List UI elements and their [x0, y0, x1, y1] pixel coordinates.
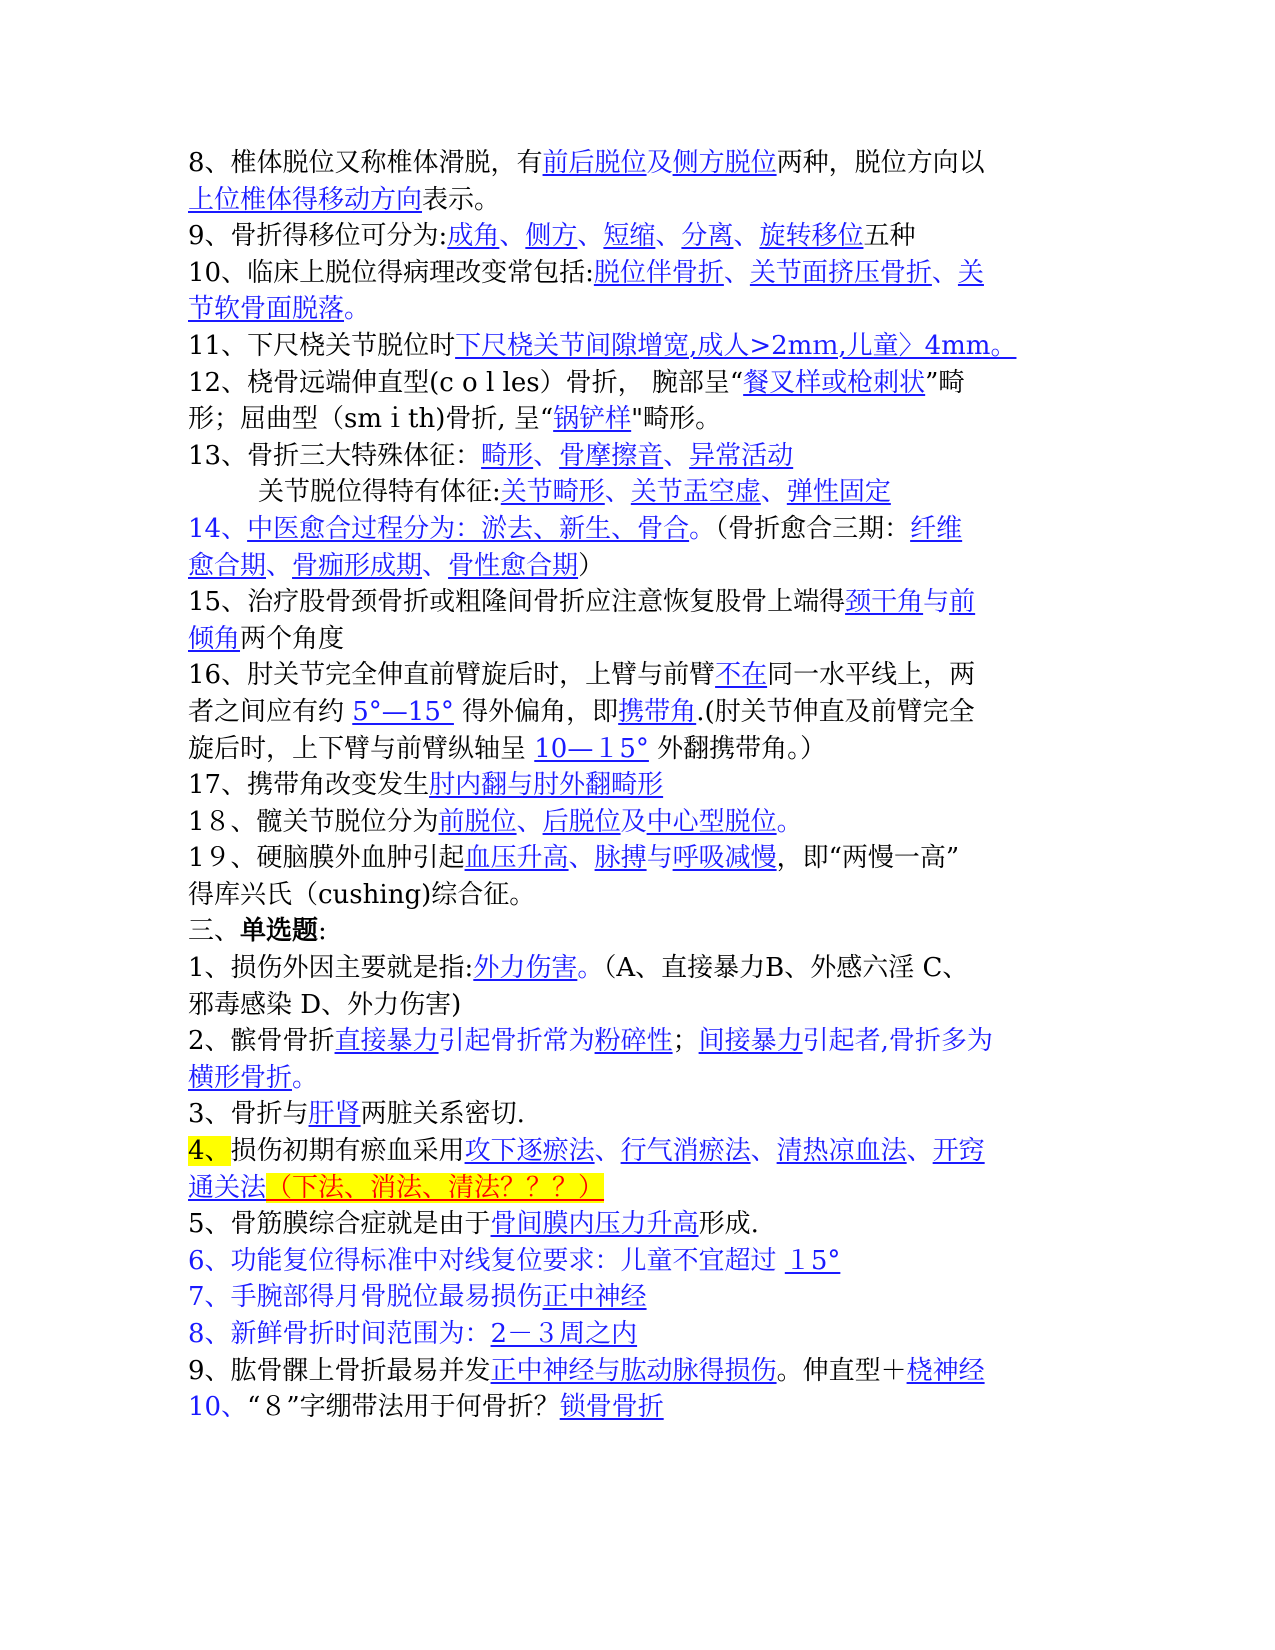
text-line [188, 694, 1115, 731]
underlined-answer: 桡神经 [906, 1355, 985, 1386]
underlined-answer: 携带角 [618, 696, 697, 727]
text-run: 与 [646, 843, 673, 874]
text-run: 形成. [698, 1209, 759, 1240]
text-run: : [318, 916, 327, 947]
text-run: 10、临床上脱位得病理改变常包括: [188, 257, 594, 288]
text-line [188, 657, 1115, 694]
underlined-answer: 骨间膜内压力升高 [490, 1209, 699, 1240]
underlined-answer: 开窍 [932, 1136, 985, 1167]
text-line [188, 913, 1115, 950]
text-run: 及 [620, 806, 647, 837]
text-run: 、 [594, 1136, 621, 1167]
underlined-answer: 外力伤害 [473, 953, 578, 984]
text-line [188, 255, 1115, 292]
underlined-answer: 行气消瘀法 [620, 1136, 751, 1167]
text-run: 者之间应有约 [188, 696, 353, 727]
text-run: （骨折愈合三期： [715, 513, 911, 544]
underlined-answer: 关节盂空虚 [630, 477, 761, 508]
text-run: 8、新鲜骨折时间范围为： [188, 1319, 491, 1349]
text-run: 。 [776, 806, 803, 837]
text-run: 关节脱位得特有体征: [258, 477, 501, 508]
text-run: 16、肘关节完全伸直前臂旋后时，上臂与前臂 [188, 660, 716, 691]
underlined-answer: 侧方脱位 [672, 148, 777, 178]
underlined-answer: 锁骨骨折 [559, 1392, 664, 1423]
underlined-answer: １5° [784, 1245, 841, 1276]
text-run: 与 [923, 587, 950, 618]
text-line [188, 877, 1115, 914]
underlined-answer: 清热凉血法 [776, 1136, 907, 1167]
text-run: 邪毒感染 D、外力伤害) [188, 989, 462, 1020]
underlined-answer: 粉碎性 [594, 1026, 673, 1057]
text-line [188, 291, 1115, 328]
text-run: 1８、髋关节脱位分为 [188, 806, 439, 837]
text-run: 11、下尺桡关节脱位时 [188, 330, 456, 361]
text-line [188, 1023, 1115, 1060]
underlined-answer: 前 [949, 587, 976, 618]
text-line [188, 804, 1115, 841]
text-run: 表示。 [422, 184, 501, 215]
text-run: 8、椎体脱位又称椎体滑脱，有 [188, 148, 543, 178]
underlined-answer: 中心型脱位 [646, 806, 777, 837]
underlined-answer: 2－３周之内 [490, 1319, 638, 1349]
text-run: 、 [422, 550, 449, 581]
text-run: 13、骨折三大特殊体征： [188, 440, 482, 471]
text-line [188, 328, 1115, 365]
text-line [188, 1316, 1115, 1353]
text-run: 4、 [188, 1136, 231, 1167]
text-line [188, 1170, 1115, 1207]
underlined-answer: 5°—15° [352, 696, 454, 727]
text-run: 及 [646, 148, 673, 178]
underlined-answer: 下尺桡关节间隙增宽,成人>2mｍ,儿童〉4mm。 [455, 330, 1017, 361]
underlined-answer: 上位椎体得移动方向 [188, 184, 423, 215]
text-run: “８”字绷带法用于何骨折？ [247, 1392, 560, 1423]
text-run: 损伤初期有瘀血采用 [230, 1136, 465, 1167]
text-run: 五种 [863, 221, 916, 252]
text-line [188, 731, 1115, 768]
text-line [188, 767, 1115, 804]
text-run: 得外偏角，即 [453, 696, 619, 727]
text-run: （A、直接暴力B、外感六淫 C、 [603, 953, 969, 984]
text-line [188, 1243, 1115, 1280]
underlined-answer: 骨性愈合期 [448, 550, 579, 581]
text-run: 5、骨筋膜综合症就是由于 [188, 1209, 491, 1240]
underlined-answer: 肝肾 [308, 1099, 361, 1130]
text-line [188, 1389, 1115, 1426]
underlined-answer: 攻下逐瘀法 [464, 1136, 595, 1167]
text-line [188, 218, 1115, 255]
text-run: 、 [533, 440, 560, 471]
text-line [188, 1133, 1115, 1170]
text-line [188, 840, 1115, 877]
underlined-answer: 中医愈合过程分为：淤去、新生、骨合 [247, 513, 690, 544]
underlined-answer: 通关法 [188, 1172, 267, 1203]
text-run: 两脏关系密切. [360, 1099, 525, 1130]
text-run: ，即“两慢一高” [776, 843, 960, 874]
text-run: 外翻携带角。） [648, 733, 827, 764]
text-run: 两个角度 [240, 623, 345, 654]
text-run: 同一水平线上，两 [767, 660, 976, 691]
text-run: 、 [733, 221, 760, 252]
text-run: 旋后时，上下臂与前臂纵轴呈 [188, 733, 535, 764]
text-line [188, 438, 1115, 475]
text-line [188, 401, 1115, 438]
text-run: 两种，脱位方向以 [776, 148, 985, 178]
underlined-answer: 肘内翻与肘外翻畸形 [429, 770, 664, 801]
text-run: 9、肱骨髁上骨折最易并发 [188, 1355, 491, 1386]
text-run: 6、功能复位得标准中对线复位要求：儿童不宜超过 [188, 1245, 785, 1276]
text-run: 12、桡骨远端伸直型(c o l les）骨折， 腕部呈“ [188, 367, 744, 398]
underlined-answer: 呼吸减慢 [672, 843, 777, 874]
text-run: ） [578, 550, 605, 581]
underlined-answer: 正中神经 [542, 1282, 647, 1313]
text-run: 1、损伤外因主要就是指: [188, 953, 474, 984]
text-line [188, 511, 1115, 548]
underlined-answer: 不在 [715, 660, 768, 691]
text-line [188, 621, 1115, 658]
underlined-answer: 间接暴力 [698, 1026, 803, 1057]
text-line [188, 584, 1115, 621]
text-line [188, 1206, 1115, 1243]
text-run: 引起者,骨折多为 [802, 1026, 993, 1057]
text-run: 形；屈曲型（smｉth)骨折, 呈“ [188, 404, 554, 435]
text-run: 、 [655, 221, 682, 252]
text-run: 、 [931, 257, 958, 288]
underlined-answer: 骨摩擦音 [559, 440, 664, 471]
underlined-answer: 颈干角 [845, 587, 924, 618]
underlined-answer: 愈合期 [188, 550, 267, 581]
text-run: 、 [516, 806, 543, 837]
underlined-answer: 侧方 [525, 221, 578, 252]
underlined-answer: 骨痂形成期 [292, 550, 423, 581]
underlined-answer: 畸形 [481, 440, 534, 471]
underlined-answer: 倾角 [188, 623, 241, 654]
text-line [188, 1353, 1115, 1390]
underlined-answer: 成角 [447, 221, 500, 252]
text-line [188, 182, 1115, 219]
text-line [188, 365, 1115, 402]
text-run: （下法、消法、清法？？？） [266, 1172, 605, 1203]
text-run: 、 [723, 257, 750, 288]
underlined-answer: 弹性固定 [786, 477, 891, 508]
text-run: 、 [663, 440, 690, 471]
text-run: ； [672, 1026, 699, 1057]
underlined-answer: 直接暴力 [334, 1026, 439, 1057]
underlined-answer: 脱位伴骨折 [593, 257, 724, 288]
text-run: 三、 [188, 916, 241, 947]
text-run: 单选题 [240, 916, 319, 947]
underlined-answer: 正中神经与肱动脉得损伤 [490, 1355, 777, 1386]
text-line [188, 1279, 1115, 1316]
text-run: 17、携带角改变发生 [188, 770, 430, 801]
text-run: 引起骨折常为 [438, 1026, 595, 1057]
underlined-answer: 异常活动 [689, 440, 794, 471]
text-run: "畸形。 [631, 404, 722, 435]
text-run: 3、骨折与 [188, 1099, 309, 1130]
text-run: 9、骨折得移位可分为: [188, 221, 448, 252]
text-line [188, 145, 1115, 182]
underlined-answer: 脉搏 [594, 843, 647, 874]
text-run: 。伸直型＋ [776, 1355, 907, 1386]
underlined-answer: 短缩 [603, 221, 656, 252]
underlined-answer: 前脱位 [438, 806, 517, 837]
text-run: 得库兴氏（cushing)综合征。 [188, 879, 536, 910]
text-run: 14、 [188, 513, 248, 544]
text-run: 。 [577, 953, 604, 984]
text-line [188, 950, 1115, 987]
text-run: 7、手腕部得月骨脱位最易损伤 [188, 1282, 543, 1313]
underlined-answer: 后脱位 [542, 806, 621, 837]
underlined-answer: 关节面挤压骨折 [749, 257, 932, 288]
text-run: 、 [750, 1136, 777, 1167]
text-run: 15、治疗股骨颈骨折或粗隆间骨折应注意恢复股骨上端得 [188, 587, 846, 618]
underlined-answer: 关节畸形 [500, 477, 605, 508]
text-run: 。 [292, 1062, 319, 1093]
text-run: 10、 [188, 1392, 248, 1423]
underlined-answer: 横形骨折 [188, 1062, 293, 1093]
underlined-answer: 分离 [681, 221, 734, 252]
text-run: 2、髌骨骨折 [188, 1026, 335, 1057]
text-line [188, 548, 1115, 585]
text-run: 、 [266, 550, 293, 581]
underlined-answer: 前后脱位 [542, 148, 647, 178]
text-run: .(肘关节伸直及前臂完全 [696, 696, 975, 727]
underlined-answer: 血压升高 [464, 843, 569, 874]
text-run: 1９、硬脑膜外血肿引起 [188, 843, 465, 874]
underlined-answer: 锅铲样 [553, 404, 632, 435]
underlined-answer: 纤维 [910, 513, 963, 544]
underlined-answer: 关 [957, 257, 984, 288]
text-run: 、 [577, 221, 604, 252]
underlined-answer: 旋转移位 [759, 221, 864, 252]
text-line [188, 474, 1115, 511]
text-run: ”畸 [925, 367, 965, 398]
text-line [188, 987, 1115, 1024]
text-run: 、 [604, 477, 631, 508]
text-run: 、 [906, 1136, 933, 1167]
text-run: 。 [344, 294, 371, 325]
text-line [188, 1096, 1115, 1133]
text-run: 、 [760, 477, 787, 508]
text-run: 、 [568, 843, 595, 874]
underlined-answer: 餐叉样或枪刺状 [743, 367, 926, 398]
text-line [188, 1060, 1115, 1097]
underlined-answer: 节软骨面脱落 [188, 294, 345, 325]
underlined-answer: 10—１5° [534, 733, 649, 764]
text-run: 、 [499, 221, 526, 252]
text-run: 。 [689, 513, 716, 544]
